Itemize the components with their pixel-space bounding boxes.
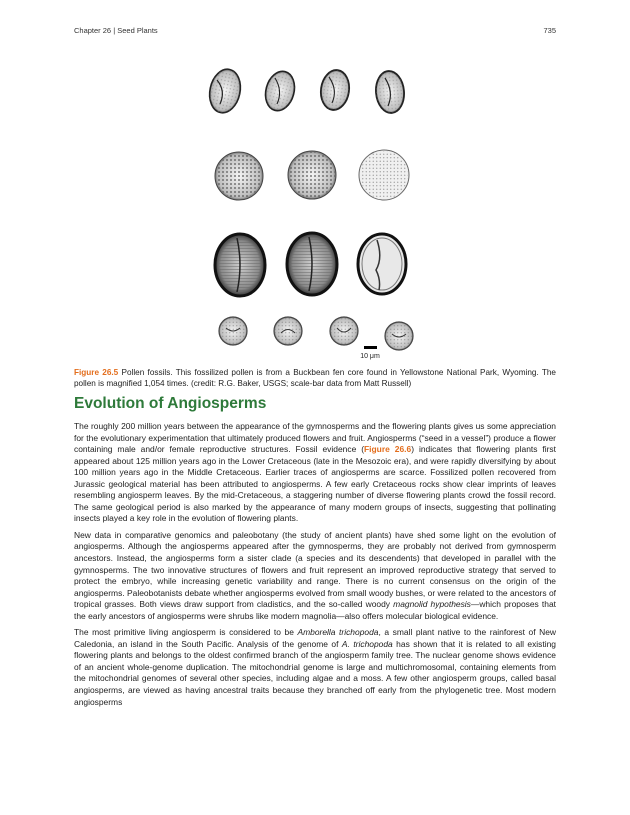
paragraph [74, 627, 556, 708]
paragraph-text: New data in comparative genomics and paleobotany (the study of ancient plants) have shed some light on the evolution of angiosperms. Although the angiosperms appeared after the gymnosperms, they are probably not derived from gymnosperm ancestors. Instead, the angiosperms form a sister clade (a species and its descendents) that developed in parallel with the gymnosperms. The two innovative structures of flowers and fruit represent an improved reproductive strategy that served to protect the embryo, while increasing genetic variability and range. There is no current consensus on the origin of the angiosperms. Paleobotanists debate whether angiosperms evolved from small woody bushes, or were related to the ancestors of tropical grasses. Both views draw support from cladistics, and the so-called woody [74, 529, 556, 610]
chapter-title: Chapter 26 | Seed Plants [74, 26, 158, 35]
figure-label: Figure 26.5 [74, 368, 119, 377]
body-text [74, 421, 556, 713]
pollen-row-2 [215, 150, 409, 200]
section-heading: Evolution of Angiosperms [74, 395, 267, 412]
pollen-figure-svg [193, 58, 423, 361]
pollen-grain [219, 317, 247, 345]
paragraph-text: The most primitive living angiosperm is considered to be [74, 627, 298, 638]
pollen-row-4 [219, 317, 413, 360]
pollen-grain [215, 152, 263, 200]
pollen-grain [318, 68, 351, 112]
paragraph [74, 421, 556, 525]
paragraph [74, 530, 556, 622]
paragraph-text: ) indicates that flowering plants first appeared about 125 million years ago in the Lower Cretaceous (late in the Mesozoic era), and were rapidly diversifying by about 100 million years ago in the Middle Cretaceous. Earlier traces of angiosperms are scarce. Fossilized pollen recovered from Jurassic geological material has been attributed to angiosperms. A few early Cretaceous rocks show clear imprints of leaves resembling angiosperm leaves. By the mid-Cretaceous, a staggering number of diverse flowering plants crowd the fossil record. The same geological period is also marked by the appearance of many modern groups of insects, suggesting that pollinating insects played a key role in the evolution of flowering plants. [74, 444, 556, 524]
paragraph-text: , a small plant native to the rainforest of New Caledonia, an island in the South Pacific. Analysis of the genome of [74, 627, 557, 649]
pollen-grain [330, 317, 358, 345]
pollen-grain [358, 234, 406, 294]
scale-bar-label: 10 μm [360, 353, 380, 360]
pollen-grain [359, 150, 409, 200]
figure-caption [74, 367, 556, 389]
pollen-grain [288, 151, 336, 199]
scale-bar [364, 346, 377, 349]
pollen-grain [261, 68, 298, 114]
pollen-grain [274, 317, 302, 345]
paragraph-text: The roughly 200 million years between the appearance of the gymnosperms and the flowering plants gives us some appreciation for the evolutionary experimentation that ultimately produced flowers and fruit. Angiosperms (“seed in a vessel”) produce a flower containing male and/or female reproductive structures. Fossil evidence ( [74, 421, 556, 455]
pollen-row-1 [206, 66, 406, 115]
figure-link[interactable]: Figure 26.6 [364, 444, 412, 455]
page-number: 735 [543, 26, 556, 35]
pollen-fossil-figure [193, 58, 423, 361]
pollen-row-3 [215, 233, 406, 296]
pollen-grain [374, 70, 406, 114]
pollen-grain [287, 233, 337, 295]
paragraph-text: —which proposes that the early ancestors of angiosperms were shrubs like modern magnolia—also offers molecular biological evidence. [74, 599, 556, 621]
pollen-grain [206, 66, 244, 115]
species-name: Amborella trichopoda [297, 627, 379, 638]
pollen-grain [385, 322, 413, 350]
italic-term: magnolid hypothesis [393, 599, 471, 610]
species-name: A. trichopoda [341, 638, 393, 649]
paragraph-text: has shown that it is related to all existing flowering plants and belongs to the oldest confirmed branch of the angiosperm family tree. The nuclear genome shows evidence of an ancient whole-genome duplication. The mitochondrial genome is large and multichromosomal, containing elements from the mitochondrial genomes of several other species, including algae and a moss. A few other angiosperm groups, called basal angiosperms, are viewed as having ancestral traits because they branched off early from the phylogenetic tree. Most modern angiosperms [74, 638, 556, 707]
caption-text: Pollen fossils. This fossilized pollen is from a Buckbean fen core found in Yellowstone National Park, Wyoming. The pollen is magnified 1,054 times. (credit: R.G. Baker, USGS; scale-bar data from Matt Russell) [74, 368, 556, 388]
running-header [74, 26, 556, 35]
pollen-grain [215, 234, 265, 296]
